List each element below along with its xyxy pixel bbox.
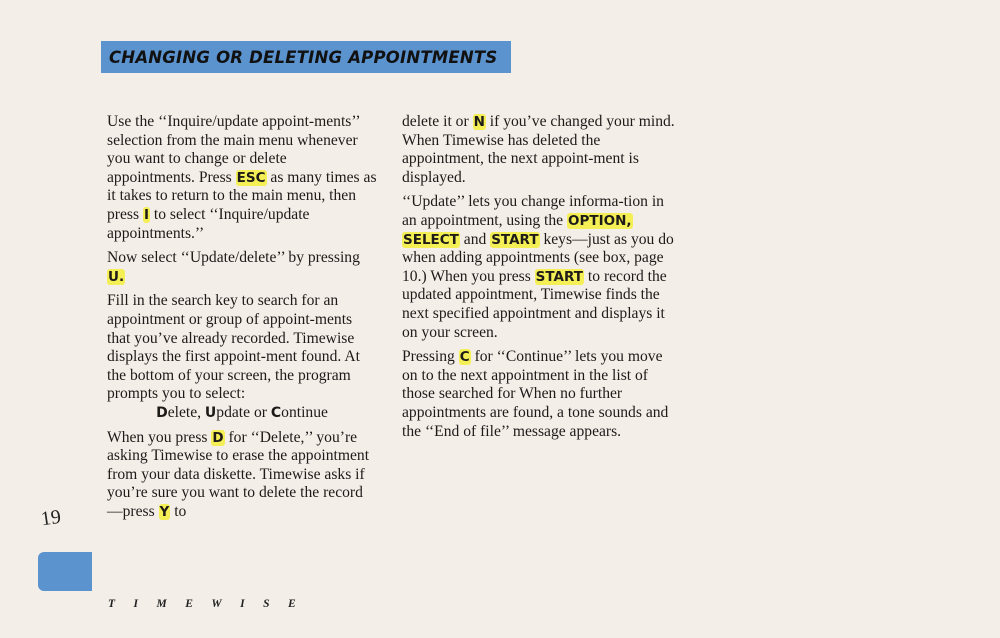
key-start-2: START bbox=[535, 268, 584, 285]
paragraph-select-update bbox=[107, 249, 377, 286]
key-d: D bbox=[212, 429, 224, 446]
key-esc: ESC bbox=[236, 169, 266, 186]
text-segment: for ‘‘Delete,’’ you’re asking Timewise to erase the appointment from your data diskette. Timewise asks if you’re sure you want to delete the record—press bbox=[107, 428, 370, 520]
footer-brand: TIMEWISE bbox=[108, 598, 315, 610]
text-segment: to select ‘‘Inquire/update appointments.’’ bbox=[107, 205, 310, 242]
key-c: C bbox=[459, 349, 470, 366]
choice-key-c: C bbox=[270, 404, 282, 421]
key-select: SELECT bbox=[403, 231, 459, 248]
text-segment: to record the updated appointment, Timewise finds the next specified appointment and displays it on your screen. bbox=[402, 267, 667, 341]
text-segment: delete it or bbox=[402, 113, 473, 130]
text-segment: if you’ve changed your mind. When Timewise has deleted the appointment, the next appoint-ment is displayed. bbox=[402, 113, 675, 186]
choice-key-u: U bbox=[204, 404, 217, 421]
paragraph-inquire bbox=[107, 113, 377, 243]
left-text-column bbox=[107, 113, 377, 527]
key-start: START bbox=[491, 231, 539, 248]
paragraph-delete-continued bbox=[402, 113, 677, 187]
text-segment: ontinue bbox=[281, 403, 328, 421]
text-segment: When you press bbox=[107, 428, 212, 446]
text-segment: ‘‘Update’’ lets you change informa-tion in an appointment, using the bbox=[402, 193, 664, 229]
paragraph-search-key: Fill in the search key to search for an appointment or group of appoint-ments that you’ve already recorded. Timewise displays the first appoint-ment found. At the bottom of your screen, the program prompts you to select: bbox=[107, 292, 360, 403]
prompt-choices bbox=[107, 404, 377, 423]
text-segment: pdate or bbox=[216, 403, 271, 421]
page-number: 19 bbox=[39, 505, 63, 531]
key-u: U. bbox=[108, 268, 125, 285]
right-text-column bbox=[402, 113, 677, 447]
text-segment: and bbox=[459, 230, 491, 248]
text-segment: Pressing bbox=[402, 348, 459, 366]
blue-tab-marker bbox=[38, 552, 92, 591]
text-segment: as many times as it takes to return to the main menu, then press bbox=[107, 168, 377, 223]
paragraph-delete bbox=[107, 429, 377, 522]
text-segment: for ‘‘Continue’’ lets you move on to the next appointment in the list of those searched for When no further appointments are found, a tone sounds and the ‘‘End of file’’ message appears. bbox=[402, 348, 669, 440]
text-segment: keys—just as you do when adding appointments (see box, page 10.) When you press bbox=[402, 230, 674, 285]
key-option: OPTION, bbox=[568, 212, 632, 229]
text-segment: to bbox=[170, 502, 187, 520]
key-n: N bbox=[473, 114, 485, 130]
text-segment: elete, bbox=[167, 403, 205, 421]
section-title: CHANGING OR DELETING APPOINTMENTS bbox=[109, 47, 498, 67]
paragraph-update bbox=[402, 193, 677, 342]
text-segment: Use the ‘‘Inquire/update appoint-ments’’ selection from the main menu whenever you want to change or delete appointments. Press bbox=[107, 113, 360, 186]
key-y: Y bbox=[159, 503, 170, 520]
section-title-banner bbox=[101, 41, 511, 73]
text-segment: Now select ‘‘Update/delete’’ by pressing bbox=[107, 249, 360, 267]
key-i: I bbox=[143, 206, 149, 223]
paragraph-continue bbox=[402, 348, 677, 441]
choice-key-d: D bbox=[156, 404, 168, 421]
